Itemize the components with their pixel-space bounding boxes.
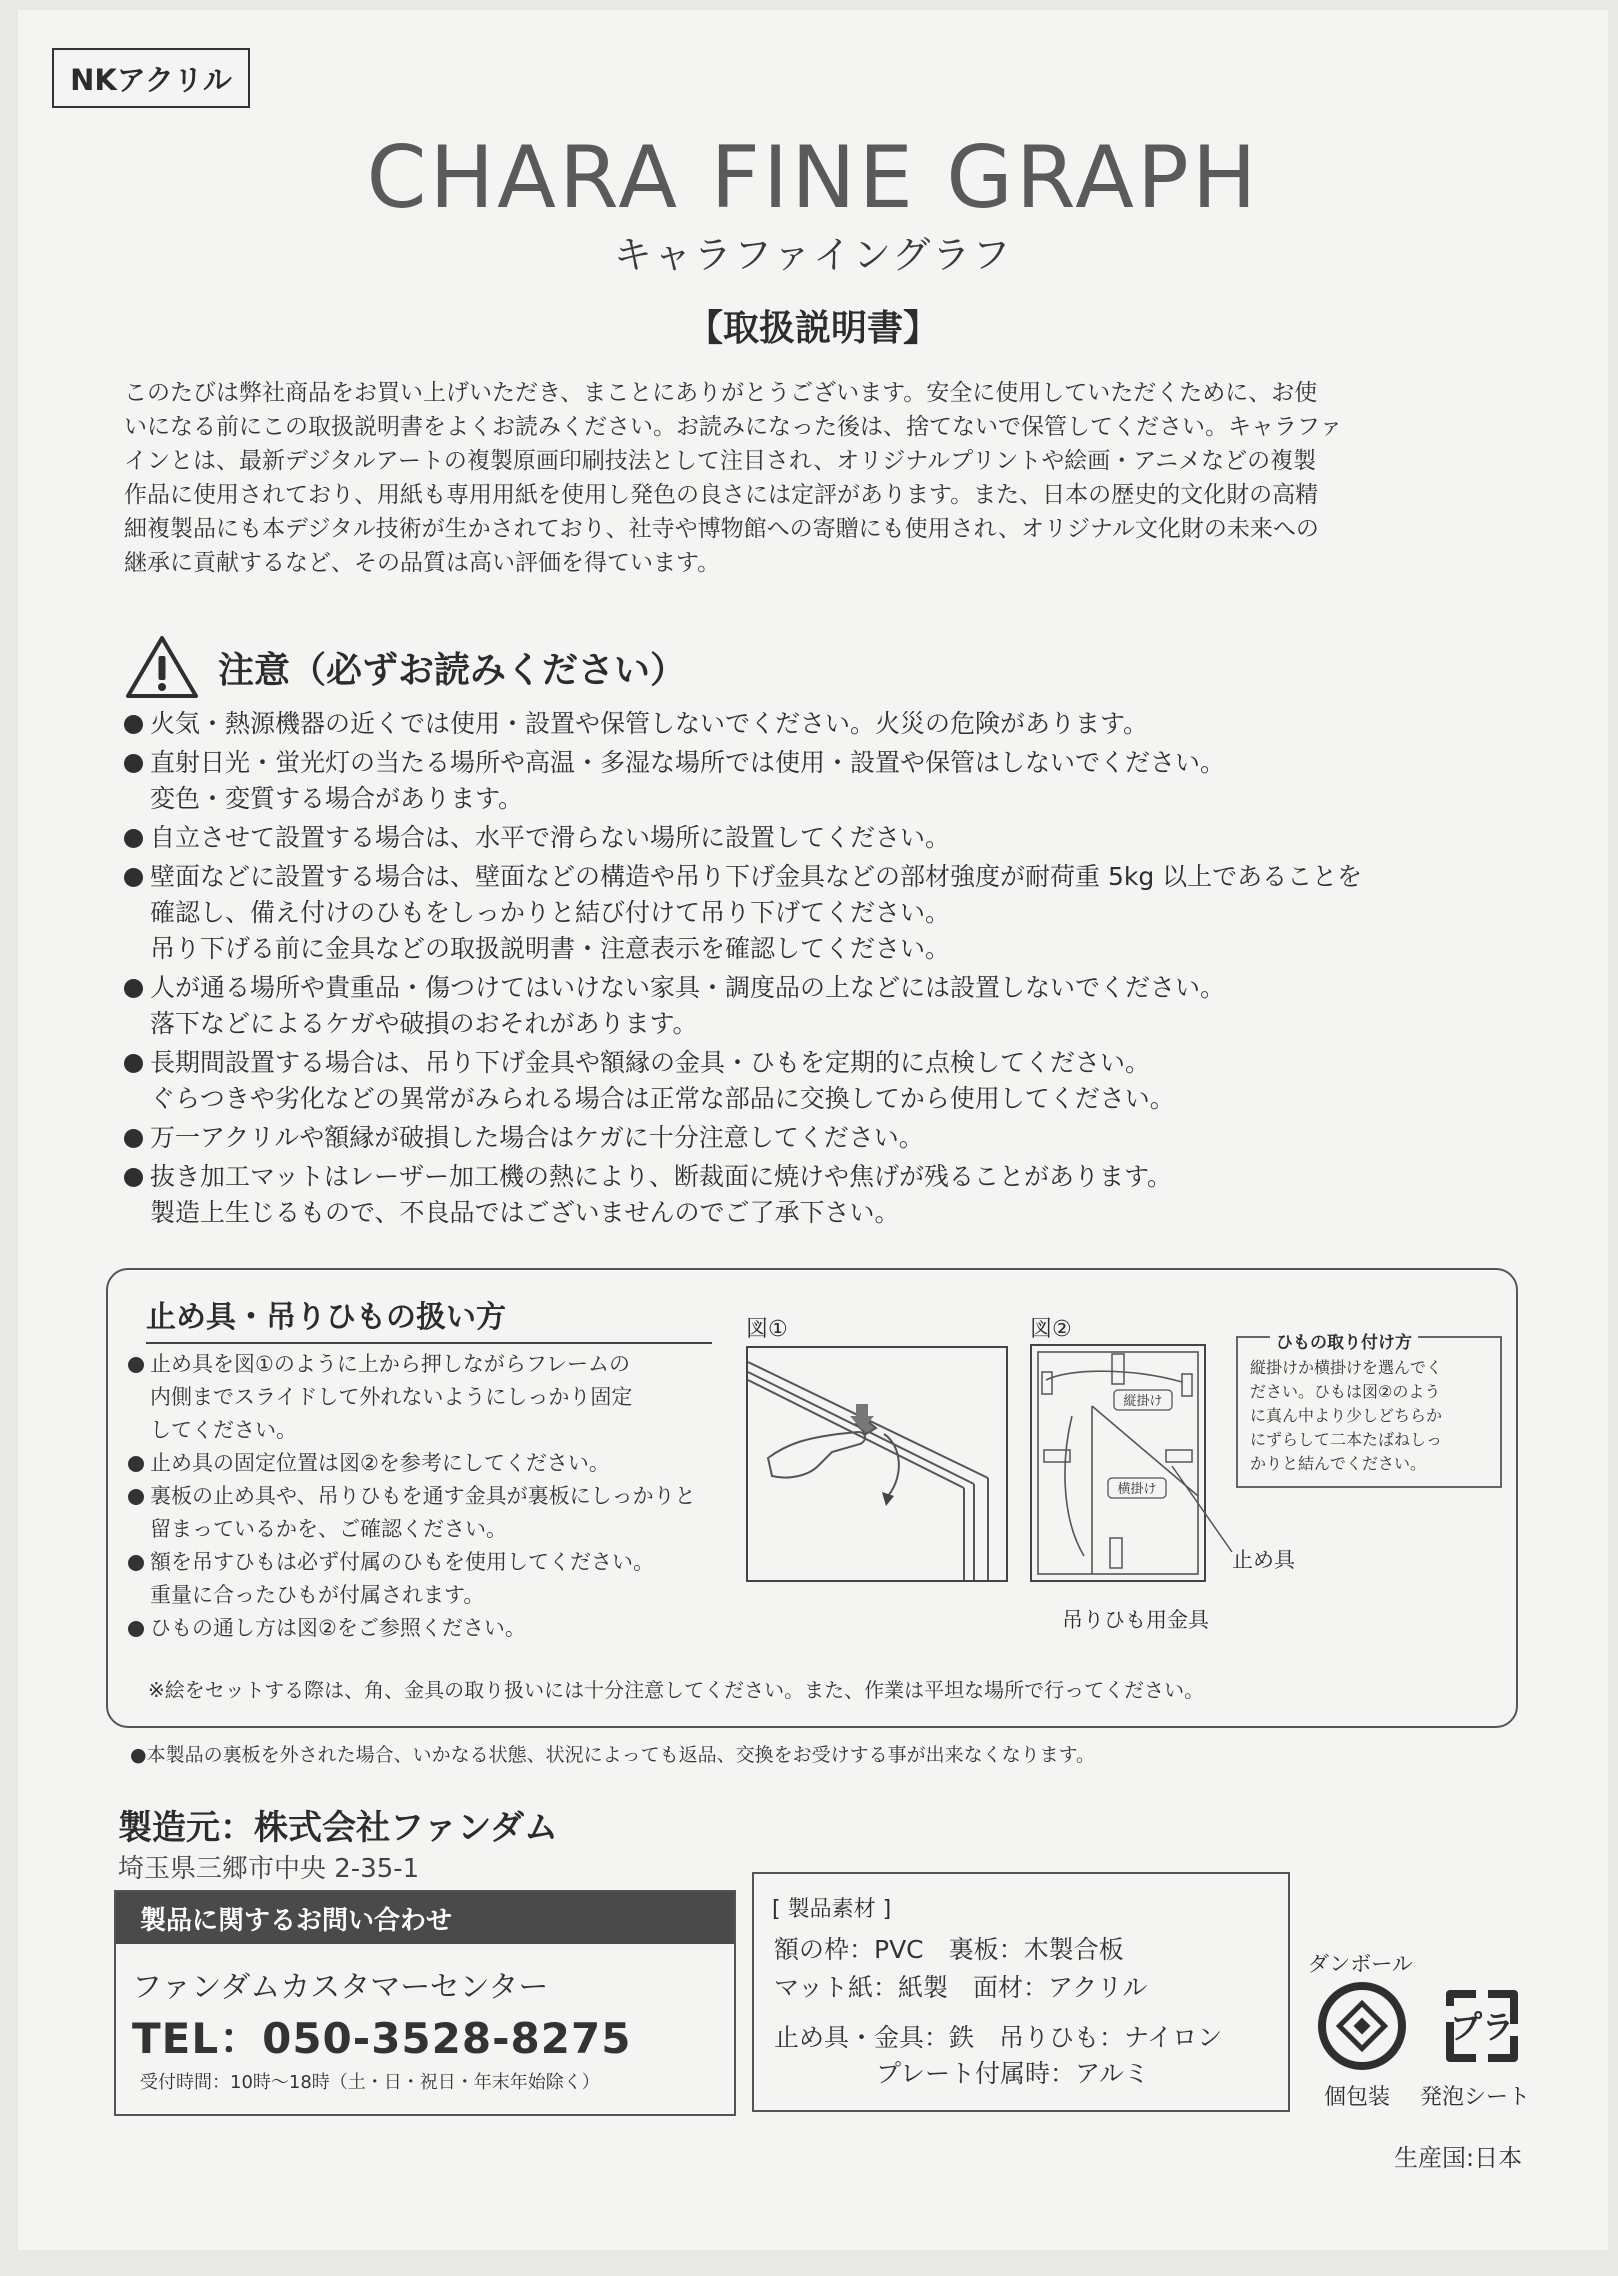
stopper-label: 止め具	[1232, 1548, 1295, 1572]
intro-line: 作品に使用されており、用紙も専用用紙を使用し発色の良さには定評があります。また、日本の歴史的文化財の高精	[124, 482, 1319, 508]
caution-item: 直射日光・蛍光灯の当たる場所や高温・多湿な場所では使用・設置や保管はしないでください。 変色・変質する場合があります。	[124, 745, 1524, 817]
caution-item: 火気・熱源機器の近くでは使用・設置や保管しないでください。火災の危険があります。	[124, 706, 1524, 742]
intro-paragraph	[124, 376, 1494, 580]
fastener-note: ※絵をセットする際は、角、金具の取り扱いには十分注意してください。また、作業は平坦な場所で行ってください。	[148, 1678, 1205, 1702]
intro-line: このたびは弊社商品をお買い上げいただき、まことにありがとうございます。安全に使用していただくために、お使	[124, 380, 1318, 406]
fastener-item: 裏板の止め具や、吊りひもを通す金具が裏板にしっかりと 留まっているかを、ご確認ください。	[128, 1480, 748, 1546]
fastener-item: 止め具の固定位置は図②を参考にしてください。	[128, 1447, 748, 1480]
fastener-item: ひもの通し方は図②をご参照ください。	[128, 1612, 748, 1645]
tie-instruction-title: ひもの取り付け方	[1270, 1328, 1418, 1353]
caution-item: 人が通る場所や貴重品・傷つけてはいけない家具・調度品の上などには設置しないでください。 落下などによるケガや破損のおそれがあります。	[124, 970, 1524, 1042]
caution-item: 抜き加工マットはレーザー加工機の熱により、断裁面に焼けや焦げが残ることがあります。 製造上生じるもので、不良品ではございませんのでご了承下さい。	[124, 1159, 1524, 1231]
reception-hours: 受付時間：10時〜18時（土・日・祝日・年末年始除く）	[140, 2072, 600, 2093]
bullet-icon	[124, 979, 143, 998]
bullet-icon	[128, 1489, 144, 1505]
frame-corner-illustration	[748, 1348, 1006, 1580]
bullet-icon	[128, 1555, 144, 1571]
figure-1-illustration	[746, 1346, 1008, 1582]
bullet-icon	[124, 1168, 143, 1187]
intro-line: 継承に貢献するなど、その品質は高い評価を得ています。	[124, 550, 721, 576]
packaging-label-individual: 個包装	[1324, 2085, 1391, 2110]
figure-2-label: 図②	[1030, 1317, 1072, 1342]
return-policy-note: ●本製品の裏板を外された場合、いかなる状態、状況によっても返品、交換をお受けする事が出来なくなります。	[130, 1744, 1096, 1766]
caution-item: 長期間設置する場合は、吊り下げ金具や額縁の金具・ひもを定期的に点検してください。 ぐらつきや劣化などの異常がみられる場合は正常な部品に交換してから使用してください。	[124, 1045, 1524, 1117]
horizontal-hang-tag: 横掛け	[1117, 1482, 1157, 1497]
customer-center-name: ファンダムカスタマーセンター	[132, 1970, 549, 2005]
material-line: 止め具・金具：鉄 吊りひも：ナイロン	[774, 2023, 1223, 2052]
bullet-icon	[128, 1357, 144, 1373]
packaging-label-foam: 発泡シート	[1420, 2085, 1531, 2110]
caution-heading-text: 注意（必ずお読みください）	[218, 649, 687, 691]
bullet-icon	[124, 829, 143, 848]
product-badge: NKアクリル	[52, 48, 250, 108]
bullet-icon	[128, 1621, 144, 1637]
intro-line: 細複製品にも本デジタル技術が生かされており、社寺や博物館への寄贈にも使用され、オリジナル文化財の未来への	[124, 516, 1319, 542]
warning-icon	[124, 634, 200, 700]
brand-subtitle: キャラファイングラフ	[613, 233, 1013, 277]
hanger-fitting-label: 吊りひも用金具	[1062, 1608, 1209, 1632]
recycle-plastic-icon	[1432, 1976, 1532, 2076]
bullet-icon	[124, 1054, 143, 1073]
phone-number: TEL：050-3528-8275	[132, 2014, 632, 2063]
intro-line: いになる前にこの取扱説明書をよくお読みください。お読みになった後は、捨てないで保管してください。キャラファ	[124, 414, 1343, 440]
fastener-item: 止め具を図①のように上から押しながらフレームの 内側までスライドして外れないようにしっかり固定 してください。	[128, 1348, 748, 1447]
pla-mark-text: プラ	[1449, 2008, 1515, 2046]
caution-heading	[124, 630, 686, 704]
material-line: プレート付属時：アルミ	[876, 2059, 1150, 2088]
vertical-hang-tag: 縦掛け	[1123, 1394, 1163, 1409]
bullet-icon	[124, 1129, 143, 1148]
material-line: 額の枠：PVC 裏板：木製合板	[774, 1935, 1124, 1964]
brand-title: CHARA FINE GRAPH	[366, 128, 1260, 228]
materials-title: [ 製品素材 ]	[772, 1897, 892, 1922]
bullet-icon	[124, 754, 143, 773]
document-title: 【取扱説明書】	[686, 308, 939, 349]
caution-item: 自立させて設置する場合は、水平で滑らない場所に設置してください。	[124, 820, 1524, 856]
caution-item: 壁面などに設置する場合は、壁面などの構造や吊り下げ金具などの部材強度が耐荷重 5kg 以上であることを 確認し、備え付けのひもをしっかりと結び付けて吊り下げてください。 吊り下げる前に金具などの取扱説明書・注意表示を確認してください。	[124, 859, 1524, 967]
instruction-sheet	[18, 10, 1608, 2250]
bullet-icon	[124, 715, 143, 734]
manufacturer-name: 製造元：株式会社ファンダム	[118, 1808, 558, 1848]
country-of-origin: 生産国:日本	[1394, 2144, 1523, 2172]
caution-item: 万一アクリルや額縁が破損した場合はケガに十分注意してください。	[124, 1120, 1524, 1156]
fastener-list	[128, 1348, 748, 1645]
figure-1-label: 図①	[746, 1317, 788, 1342]
caution-list	[124, 706, 1524, 1234]
inquiry-header: 製品に関するお問い合わせ	[116, 1892, 734, 1944]
manufacturer-address: 埼玉県三郷市中央 2-35-1	[118, 1854, 420, 1884]
cardboard-label: ダンボール	[1308, 1952, 1413, 1976]
bullet-icon	[124, 868, 143, 887]
recycle-cardboard-icon	[1316, 1980, 1408, 2072]
fastener-item: 額を吊すひもは必ず付属のひもを使用してください。 重量に合ったひもが付属されます。	[128, 1546, 748, 1612]
bullet-icon	[128, 1456, 144, 1472]
intro-line: インとは、最新デジタルアートの複製原画印刷技法として注目され、オリジナルプリントや絵画・アニメなどの複製	[124, 448, 1317, 474]
fastener-heading: 止め具・吊りひもの扱い方	[146, 1292, 712, 1344]
material-line: マット紙：紙製 面材：アクリル	[774, 1973, 1148, 2002]
tie-instruction-text: 縦掛けか横掛けを選んでく ださい。ひもは図②のよう に真ん中より少しどちらか にずらして二本たばねしっ かりと結んでください。	[1250, 1358, 1443, 1473]
